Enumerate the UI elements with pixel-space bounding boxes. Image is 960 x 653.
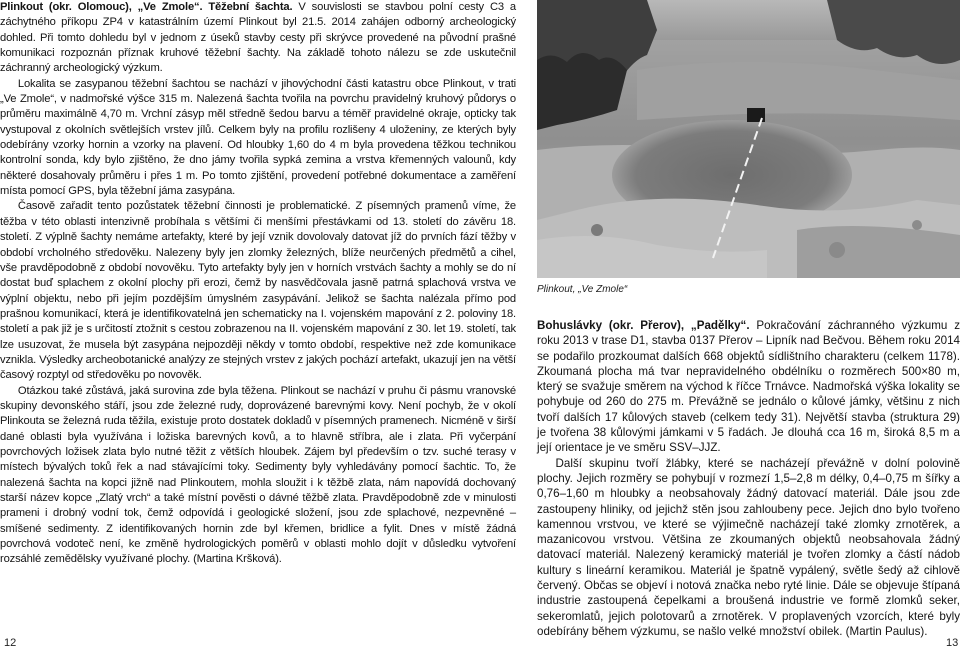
photo-caption: Plinkout, „Ve Zmole“ (537, 284, 628, 295)
article-title-plinkout: Plinkout (okr. Olomouc), „Ve Zmole“. Těžební šachta. (0, 1, 293, 13)
excavation-photo-image (537, 0, 960, 278)
article-bohuslavky-intro (537, 318, 960, 456)
left-text-column (0, 0, 516, 568)
page-number-left: 12 (4, 637, 17, 649)
paragraph-raw-material: Otázkou také zůstává, jaká surovina zde byla těžena. Plinkout se nachází v pruhu či pásmu vranovské skupiny devonského stáří, jsou zde železné rudy, doprovázené barevnými kovy. Není pochyb, že v okolí Plinkouta se železná ruda těžila, existuje proto dostatek dokladů v písemných pramenech. Nicméně v širší dané oblasti byla využívána i ložiska barevných kovů, a to hlavně stříbra, ale i zlata. Při vyčerpání povrchových ložisek zlata bylo nutné těžit z větších hloubek. Zájem byl především o tzv. suché terasy v místech bývalých toků řek a nad stávajícími toky. Sedimenty byly vyhledávány pomocí šachtic. To, že nalezená šachta na kopci jižně nad Plinkoutem, mohla sloužit i k těžbě zlata, nám napovídá dochovaný starší název kopce „Zlatý vrch“ a také místní pověsti o dávné těžbě zlata. Pravděpodobně zde v minulosti prameni i drobný vodní tok, čemž odpovídá i geologické složení, jsou zde splachové, nezpevněné – smíšené sedimenty. Z identifikovaných hornin zde byl křemen, bridlice a fylit. Dnes v místě žádná povrchová vodoteč není, ke změně hydrologických poměrů v oblasti mohlo dojít v důsledku vytvoření rozsáhlé zemědělsky využívané plochy. (Martina Kršková). (0, 384, 516, 566)
paragraph-location: Lokalita se zasypanou těžební šachtou se nachází v jihovýchodní části katastru obce Plinkout, v trati „Ve Zmole“, v nadmořské výšce 315 m. Nalezená šachta tvořila na povrchu pravidelný kruhový půdorys o průměru maximálně 4,70 m. Vrchní zásyp měl středně šedou barvu a téměř pravidelné okraje, opticky tak vystupoval z okolních světlejších vrstev jílů. Celkem byly na profilu rozlišeny 4 uloženiny, ze kterých byly odebírány vzorky hornin a vzorky na plavení. Od hloubky 1,60 do 4 m byla provedena těžkou technikou kontrolní sonda, kdy bylo zjištěno, že dno jámy tvořila sypká zemina a vrstva křemenných valounů, kdy některé dosahovaly průměru i přes 1 m. Po tomto zjištění, provedení potřebné dokumentace a zaměření místa pomocí GPS, byla těžební jáma zasypána. (0, 77, 516, 198)
page-number-right: 13 (946, 637, 959, 649)
paragraph-dating: Časově zařadit tento pozůstatek těžební činnosti je problematické. Z písemných pramenů víme, že těžba v této oblasti intenzivně probíhala s většími či menšími přestávkami od 13. století do závěru 18. století. Z výplně šachty nemáme artefakty, které by její vznik dovolovaly datovat jíž do prvních fází těžby v období vrcholného středověku. Nalezeny byly jen zlomky železných, blíže neurčených předmětů a cihel, vše pravděpodobně z období novověku. Tyto artefakty byly jen v horních vrstvách šachty a mohly se do ní dostat buď splachem z okolní plochy při erozi, čemž by nasvědčovala jasně patrná splachová vrstva ve výplní objektu, nebo při jejím pozdějším úmyslném zasypávání. Jelikož se šachta nalézala přímo pod prašnou komunikací, která je identifikovatelná jen schematicky na I. vojenském mapování z 2. poloviny 18. století a pak již je s určitostí ztožnit s cestou zobrazenou na II. vojenském mapování z 30. let 19. století, tak lze usuzovat, že musela být zasypána nejpozději někdy v tomto období, respektive než zde komunikace vznikla. Výsledky archeobotanické analýzy ze stejných vrstev z jakých pochází artefakt, ukazují jen na větší časový rozptyl od středověku po novověk. (0, 200, 516, 382)
paragraph-text: V souvislosti se stavbou polní cesty C3 a záchytného příkopu ZP4 v katastrálním území Plinkout byl 21.5. 2014 zahájen odborný archeologický dohled. Při tomto dohledu byl v jednom z úseků stavby cesty při skrývce provedené na původní prašné komunikaci rozpoznán příznak kruhové těžební šachty. Na základě tohoto nálezu se zde uskutečnil záchranný archeologický výzkum. (0, 1, 516, 75)
article-title-bohuslavky: Bohuslávky (okr. Přerov), „Padělky“. (537, 319, 750, 332)
article-plinkout-intro (0, 0, 516, 77)
excavation-photo (537, 0, 960, 278)
right-text-column (537, 318, 960, 639)
paragraph-findings: Další skupinu tvoří žlábky, které se nacházejí převážně v dolní polovině plochy. Jejich rozměry se pohybují v rozmezí 1,5–2,8 m délky, 0,4–0,75 m šířky a 0,76–1,60 m hloubky a neobsahovaly žádný datovací materiál. Dále jsou zde zastoupeny hliniky, od jejichž stěn jsou zahloubeny pece. Jejich dno bylo tvořeno kamennou vrstvou, ve které se výjimečně nacházejí také zlomky zrnotěrek, a mazanicovou vrstvou. Většina ze zkoumaných objektů neobsahovala žádný datovací materiál. Nalezený keramický materiál je tvořen zlomky a částí nádob kultury s lineární keramikou. Materiál je špatně vypálený, světle šedý až cihlově červený. Občas se objeví i notová značka nebo ryté linie. Dále se objevuje štípaná industrie zastoupená čepelkami a broušená industrie ve formě zlomků seker, sekeromlatů, jejich polotovarů a zrnotěrek. V proplavených vzorcích, které byly odebírány během výzkumu, se našlo velké množství obilek. (Martin Paulus). (537, 456, 960, 638)
paragraph-text: Pokračování záchranného výzkumu z roku 2013 v trase D1, stavba 0137 Přerov – Lipník nad Bečvou. Během roku 2014 se podařilo prozkoumat dalších 668 objektů sídlištního charakteru (celkem 1178). Zkoumaná plocha má tvar nepravidelného obdélníku o rozměrech 500×80 m, který se svažuje směrem na východ k říčce Trnávce. Nadmořská výška lokality se pohybuje od 260 do 275 m. Převážně se jednálo o kůlové jámky, většinu z nich tvoří dalších 17 kůlových staveb (celkem tedy 31). Největší stavba (struktura 29) je tvořena 38 kůlovými jámkami v 5 řadách. Je dlouhá cca 16 m, široká 8,5 m a její orientace je ve směru SSV–JJZ. (537, 319, 960, 455)
